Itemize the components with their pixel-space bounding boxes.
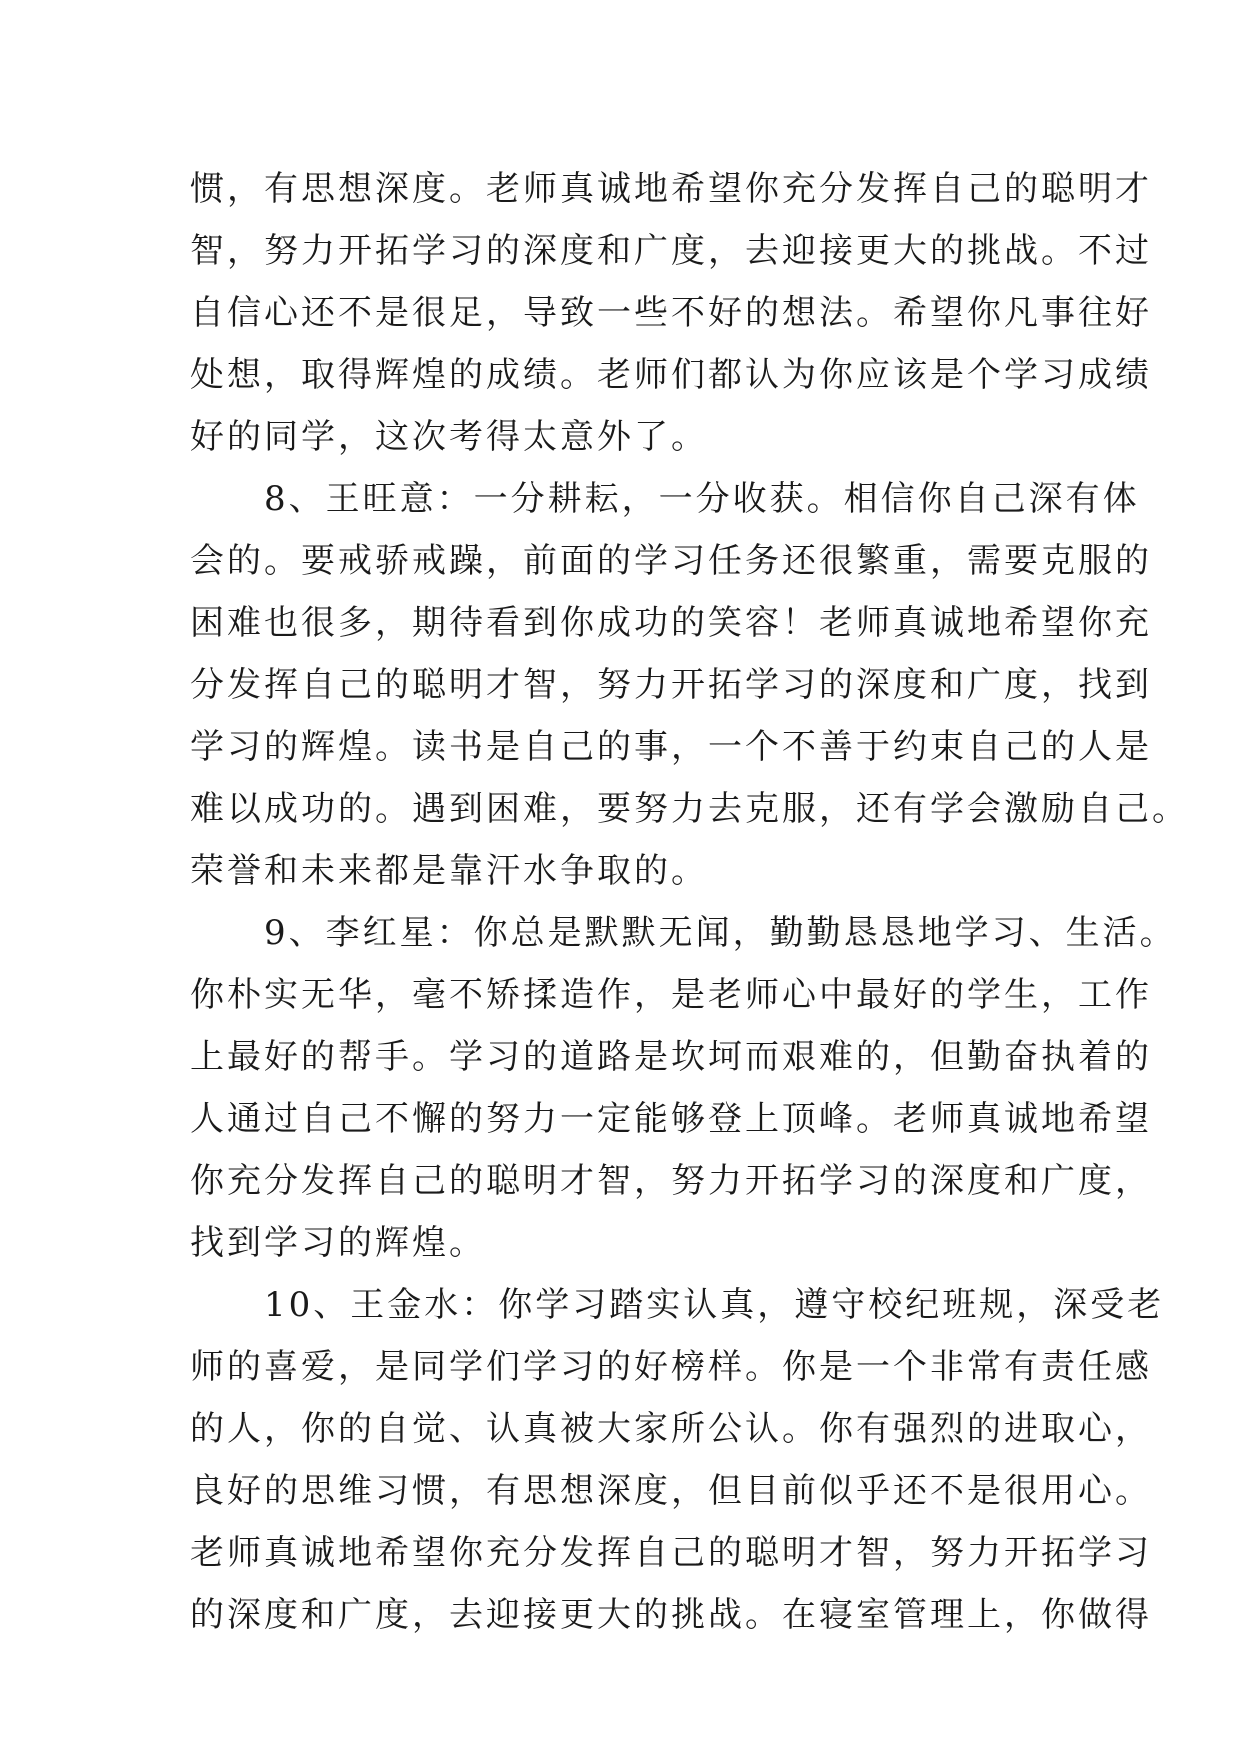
text-line: 人通过自己不懈的努力一定能够登上顶峰。老师真诚地希望 [190,1099,1152,1139]
text-line: 会的。要戒骄戒躁，前面的学习任务还很繁重，需要克服的 [190,541,1152,581]
text-line: 难以成功的。遇到困难，要努力去克服，还有学会激励自己。 [190,789,1189,829]
text-line: 惯，有思想深度。老师真诚地希望你充分发挥自己的聪明才 [190,169,1152,209]
document-body-text [190,158,1189,1646]
text-line: 老师真诚地希望你充分发挥自己的聪明才智，努力开拓学习 [190,1533,1152,1573]
text-line: 你朴实无华，毫不矫揉造作，是老师心中最好的学生，工作 [190,975,1152,1015]
text-line: 的人，你的自觉、认真被大家所公认。你有强烈的进取心， [190,1409,1152,1449]
text-line: 9、李红星：你总是默默无闻，勤勤恳恳地学习、生活。 [190,913,1177,953]
text-line: 自信心还不是很足，导致一些不好的想法。希望你凡事往好 [190,293,1152,333]
text-line: 10、王金水：你学习踏实认真，遵守校纪班规，深受老 [190,1285,1165,1325]
text-line: 好的同学，这次考得太意外了。 [190,417,708,457]
text-line: 智，努力开拓学习的深度和广度，去迎接更大的挑战。不过 [190,231,1152,271]
text-line: 荣誉和未来都是靠汗水争取的。 [190,851,708,891]
text-line: 8、王旺意：一分耕耘，一分收获。相信你自己深有体 [190,479,1140,519]
text-line: 上最好的帮手。学习的道路是坎坷而艰难的，但勤奋执着的 [190,1037,1152,1077]
text-line: 处想，取得辉煌的成绩。老师们都认为你应该是个学习成绩 [190,355,1152,395]
text-line: 的深度和广度，去迎接更大的挑战。在寝室管理上，你做得 [190,1595,1152,1635]
text-line: 你充分发挥自己的聪明才智，努力开拓学习的深度和广度， [190,1161,1152,1201]
text-line: 分发挥自己的聪明才智，努力开拓学习的深度和广度，找到 [190,665,1152,705]
text-line: 师的喜爱，是同学们学习的好榜样。你是一个非常有责任感 [190,1347,1152,1387]
text-line: 学习的辉煌。读书是自己的事，一个不善于约束自己的人是 [190,727,1152,767]
text-line: 良好的思维习惯，有思想深度，但目前似乎还不是很用心。 [190,1471,1152,1511]
text-line: 找到学习的辉煌。 [190,1223,486,1263]
text-line: 困难也很多，期待看到你成功的笑容！老师真诚地希望你充 [190,603,1152,643]
